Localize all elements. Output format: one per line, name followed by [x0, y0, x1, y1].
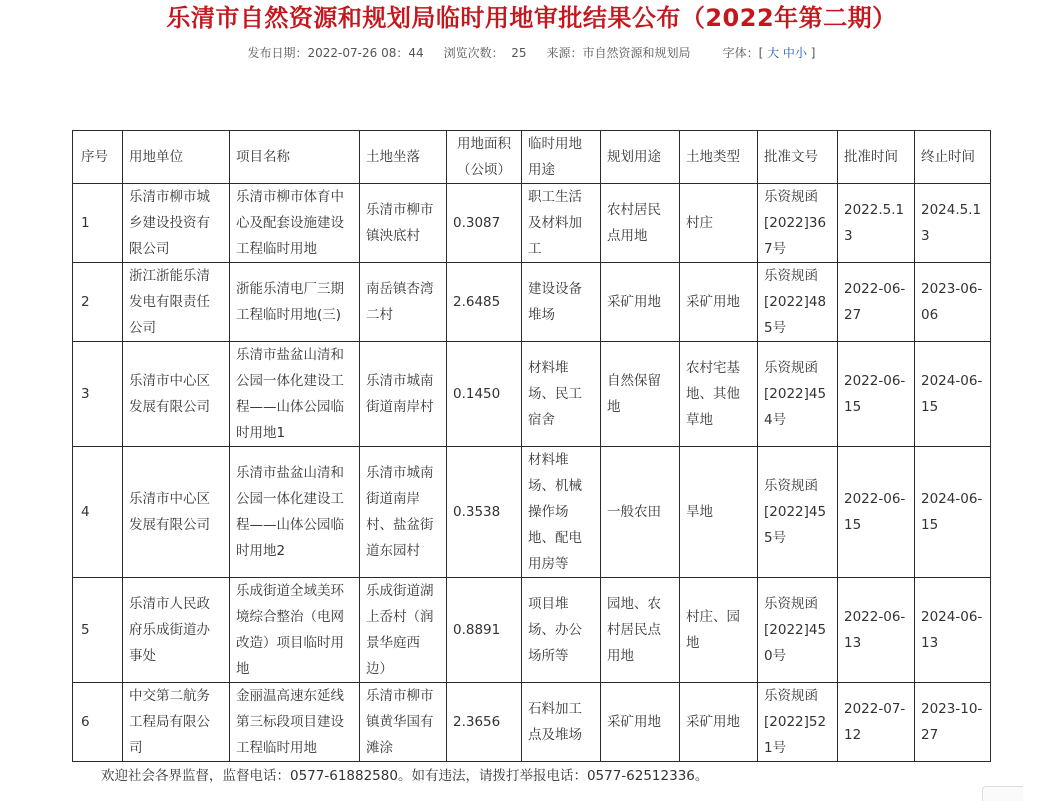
table-cell: 乐清市城南街道南岸村、盐盆街道东园村	[360, 447, 447, 578]
table-cell: 村庄、园地	[680, 578, 758, 683]
table-cell: 浙江浙能乐清发电有限责任公司	[123, 263, 230, 342]
table-cell: 乐清市柳市体育中心及配套设施建设工程临时用地	[230, 184, 360, 263]
header-cell: 土地坐落	[360, 131, 447, 184]
table-cell: 乐清市城南街道南岸村	[360, 342, 447, 447]
floating-widget-button[interactable]	[982, 786, 1023, 801]
table-cell: 2024-06-15	[915, 342, 991, 447]
table-cell: 农村居民点用地	[601, 184, 680, 263]
header-cell: 批准时间	[838, 131, 915, 184]
article-meta	[0, 44, 1063, 61]
table-cell: 乐资规函[2022]454号	[758, 342, 838, 447]
table-cell: 采矿用地	[680, 263, 758, 342]
table-cell: 2022-07-12	[838, 683, 915, 762]
table-cell: 乐清市人民政府乐成街道办事处	[123, 578, 230, 683]
table-cell: 0.3538	[447, 447, 522, 578]
table-cell: 建设设备堆场	[522, 263, 601, 342]
table-cell: 材料堆场、机械操作场地、配电用房等	[522, 447, 601, 578]
publish-date: 发布日期：2022-07-26 08：44	[247, 46, 424, 60]
table-cell: 2024-06-13	[915, 578, 991, 683]
table-cell: 乐成街道湖上岙村（润景华庭西边）	[360, 578, 447, 683]
table-cell: 2.6485	[447, 263, 522, 342]
fontsize-close: ]	[810, 46, 816, 60]
table-cell: 职工生活及材料加工	[522, 184, 601, 263]
fontsize-medium-link[interactable]: 中	[782, 46, 795, 60]
header-cell: 土地类型	[680, 131, 758, 184]
table-cell: 0.8891	[447, 578, 522, 683]
table-cell: 乐清市柳市镇黄华国有滩涂	[360, 683, 447, 762]
table-cell: 2	[73, 263, 123, 342]
table-cell: 3	[73, 342, 123, 447]
table-cell: 2022-06-13	[838, 578, 915, 683]
table-cell: 村庄	[680, 184, 758, 263]
header-cell: 临时用地用途	[522, 131, 601, 184]
table-cell: 项目堆场、办公场所等	[522, 578, 601, 683]
table-cell: 乐资规函[2022]455号	[758, 447, 838, 578]
supervision-notice: 欢迎社会各界监督，监督电话：0577-61882580。如有违法，请拨打举报电话：0577-62512336。	[101, 768, 709, 784]
views-count: 25	[511, 46, 527, 60]
table-cell: 2024.5.13	[915, 184, 991, 263]
table-cell: 2.3656	[447, 683, 522, 762]
table-cell: 2022-06-15	[838, 342, 915, 447]
table-cell: 一般农田	[601, 447, 680, 578]
table-cell: 6	[73, 683, 123, 762]
table-cell: 2022-06-27	[838, 263, 915, 342]
table-cell: 乐成街道全域美环境综合整治（电网改造）项目临时用地	[230, 578, 360, 683]
views-label: 浏览次数：	[443, 46, 504, 60]
fontsize-label: 字体：[	[722, 46, 764, 60]
table-cell: 乐清市中心区发展有限公司	[123, 447, 230, 578]
source-label: 来源：市自然资源和规划局	[546, 46, 691, 60]
table-cell: 1	[73, 184, 123, 263]
table-cell: 南岳镇杏湾二村	[360, 263, 447, 342]
table-cell: 0.1450	[447, 342, 522, 447]
table-row	[73, 683, 991, 762]
header-cell: 用地单位	[123, 131, 230, 184]
table-cell: 采矿用地	[680, 683, 758, 762]
approval-table	[72, 130, 991, 762]
table-header-row	[73, 131, 991, 184]
table-row	[73, 447, 991, 578]
table-cell: 采矿用地	[601, 263, 680, 342]
table-cell: 4	[73, 447, 123, 578]
table-cell: 乐清市柳市城乡建设投资有限公司	[123, 184, 230, 263]
header-cell: 项目名称	[230, 131, 360, 184]
table-cell: 采矿用地	[601, 683, 680, 762]
page-title: 乐清市自然资源和规划局临时用地审批结果公布（2022年第二期）	[166, 4, 897, 32]
table-cell: 农村宅基地、其他草地	[680, 342, 758, 447]
table-cell: 乐资规函[2022]367号	[758, 184, 838, 263]
table-cell: 0.3087	[447, 184, 522, 263]
fontsize-small-link[interactable]: 小	[794, 46, 807, 60]
table-row	[73, 342, 991, 447]
table-cell: 2022-06-15	[838, 447, 915, 578]
table-cell: 金丽温高速东延线第三标段项目建设工程临时用地	[230, 683, 360, 762]
table-cell: 乐清市中心区发展有限公司	[123, 342, 230, 447]
table-cell: 5	[73, 578, 123, 683]
table-cell: 自然保留地	[601, 342, 680, 447]
table-cell: 旱地	[680, 447, 758, 578]
table-cell: 2023-06-06	[915, 263, 991, 342]
table-cell: 乐清市柳市镇泱底村	[360, 184, 447, 263]
header-cell: 规划用途	[601, 131, 680, 184]
table-cell: 浙能乐清电厂三期工程临时用地(三)	[230, 263, 360, 342]
header-cell: 序号	[73, 131, 123, 184]
table-cell: 材料堆场、民工宿舍	[522, 342, 601, 447]
table-row	[73, 184, 991, 263]
table-row	[73, 263, 991, 342]
fontsize-large-link[interactable]: 大	[767, 46, 780, 60]
table-cell: 2022.5.13	[838, 184, 915, 263]
header-cell: 用地面积（公顷）	[447, 131, 522, 184]
table-cell: 中交第二航务工程局有限公司	[123, 683, 230, 762]
header-cell: 批准文号	[758, 131, 838, 184]
table-cell: 乐清市盐盆山清和公园一体化建设工程——山体公园临时用地1	[230, 342, 360, 447]
table-row	[73, 578, 991, 683]
table-cell: 2024-06-15	[915, 447, 991, 578]
table-cell: 乐资规函[2022]450号	[758, 578, 838, 683]
table-cell: 石料加工点及堆场	[522, 683, 601, 762]
header-cell: 终止时间	[915, 131, 991, 184]
table-cell: 乐清市盐盆山清和公园一体化建设工程——山体公园临时用地2	[230, 447, 360, 578]
table-cell: 园地、农村居民点用地	[601, 578, 680, 683]
table-cell: 乐资规函[2022]521号	[758, 683, 838, 762]
table-cell: 乐资规函[2022]485号	[758, 263, 838, 342]
table-cell: 2023-10-27	[915, 683, 991, 762]
